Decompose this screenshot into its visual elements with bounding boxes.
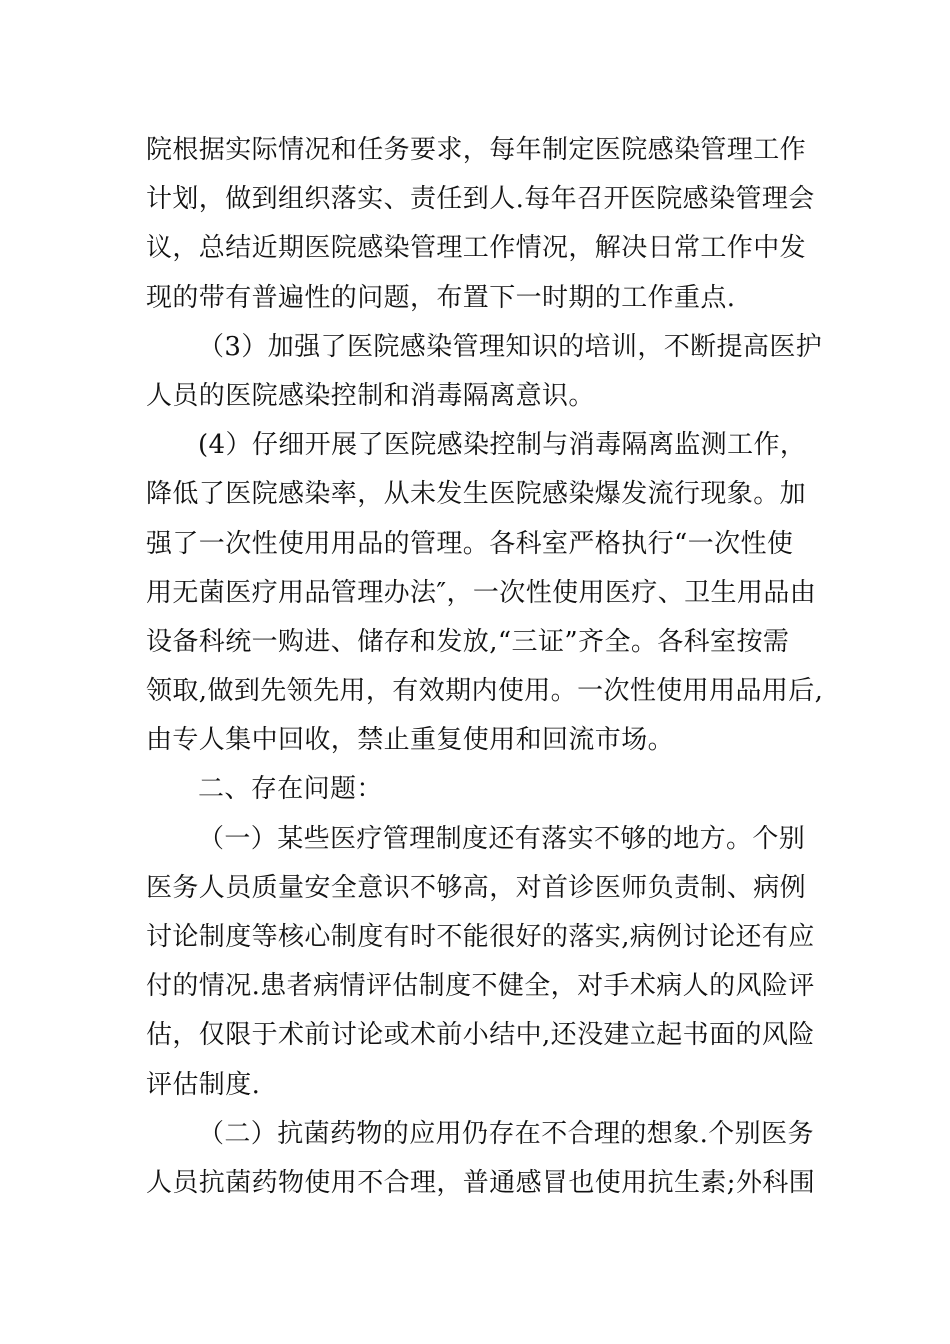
text-line: 医务人员质量安全意识不够高，对首诊医师负责制、病例 <box>146 872 807 903</box>
text-line: 估，仅限于术前讨论或术前小结中,还没建立起书面的风险 <box>146 1020 815 1051</box>
text-line: 人员的医院感染控制和消毒隔离意识。 <box>146 380 595 411</box>
text-line: 用无菌医疗用品管理办法″，一次性使用医疗、卫生用品由 <box>146 577 817 608</box>
text-line: (4）仔细开展了医院感染控制与消毒隔离监测工作， <box>198 430 807 461</box>
text-line: 付的情况.患者病情评估制度不健全，对手术病人的风险评 <box>146 971 815 1002</box>
text-line: （一）某些医疗管理制度还有落实不够的地方。个别 <box>198 823 806 854</box>
section-heading: 二、存在问题： <box>198 774 383 805</box>
text-line: 讨论制度等核心制度有时不能很好的落实,病例讨论还有应 <box>146 922 815 952</box>
text-line: 计划，做到组织落实、责任到人.每年召开医院感染管理会 <box>146 184 815 215</box>
text-line: 现的带有普遍性的问题，布置下一时期的工作重点. <box>146 282 736 313</box>
text-line: 强了一次性使用用品的管理。各科室严格执行“一次性使 <box>146 528 794 559</box>
text-line: 领取,做到先领先用，有效期内使用。一次性使用用品用后, <box>146 676 824 707</box>
text-line: （3）加强了医院感染管理知识的培训，不断提高医护 <box>198 331 823 362</box>
text-line: 由专人集中回收，禁止重复使用和回流市场。 <box>146 725 675 756</box>
text-line: 降低了医院感染率，从未发生医院感染爆发流行现象。加 <box>146 479 807 510</box>
text-line: 设备科统一购进、储存和发放,“三证”齐全。各科室按需 <box>146 626 790 657</box>
text-line: 评估制度. <box>146 1069 261 1100</box>
document-body <box>146 126 826 1208</box>
text-line: （二）抗菌药物的应用仍存在不合理的想象.个别医务 <box>198 1118 814 1149</box>
text-line: 院根据实际情况和任务要求，每年制定医院感染管理工作 <box>146 135 807 165</box>
text-line: 人员抗菌药物使用不合理，普通感冒也使用抗生素;外科围 <box>146 1167 816 1198</box>
text-line: 议，总结近期医院感染管理工作情况，解决日常工作中发 <box>146 233 807 264</box>
